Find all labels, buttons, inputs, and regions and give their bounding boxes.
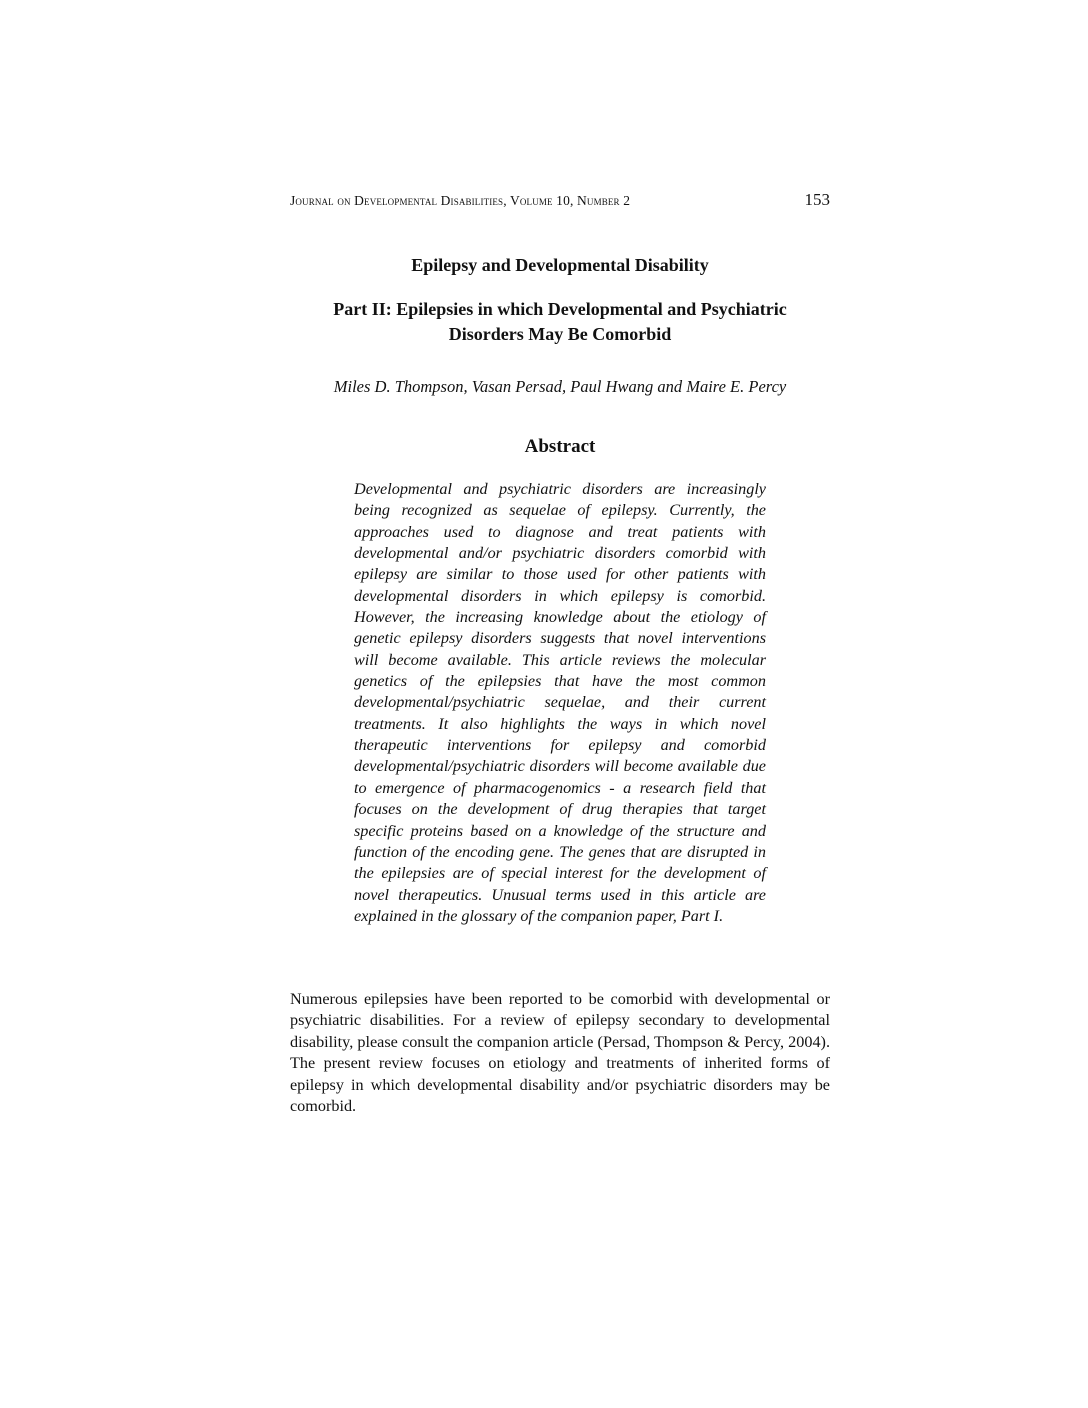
article-title: Epilepsy and Developmental Disability [411, 255, 709, 275]
author-list: Miles D. Thompson, Vasan Persad, Paul Hwang and Maire E. Percy [333, 377, 787, 396]
abstract-text: Developmental and psychiatric disorders are increasingly being recognized as sequelae of epilepsy. Currently, the approaches used to diagnose and treat patients with developmental and/or psychiatric disorders comorbid with epilepsy are similar to those used for other patients with developmental disorders in which epilepsy is comorbid. However, the increasing knowledge about the etiology of genetic epilepsy disorders suggests that novel interventions will become available. This article reviews the molecular genetics of the epilepsies that have the most common developmental/psychiatric sequelae, and their current treatments. It also highlights the ways in which novel therapeutic interventions for epilepsy and comorbid developmental/psychiatric disorders will become available due to emergence of pharmacogenomics - a research field that focuses on the development of drug therapies that target specific proteins based on a knowledge of the structure and function of the encoding gene. The genes that are disrupted in the epilepsies are of special interest for the development of novel therapeutics. Unusual terms used in this article are explained in the glossary of the companion paper, Part I. [354, 480, 766, 925]
abstract-heading: Abstract [524, 436, 596, 457]
body-paragraph: Numerous epilepsies have been reported to be comorbid with developmental or psychiatric disabilities. For a review of epilepsy secondary to developmental disability, please consult the companion article (Persad, Thompson & Percy, 2004). The present review focuses on etiology and treatments of inherited forms of epilepsy in which developmental disability and/or psychiatric disorders may be comorbid. [290, 990, 830, 1116]
article-subtitle [290, 297, 830, 347]
page-number: 153 [804, 190, 830, 209]
running-head [290, 190, 830, 214]
journal-name: Journal on Developmental Disabilities, Volume 10, Number 2 [290, 193, 631, 208]
subtitle-line-2: Disorders May Be Comorbid [448, 324, 672, 344]
subtitle-line-1: Part II: Epilepsies in which Developmental and Psychiatric [333, 299, 787, 319]
